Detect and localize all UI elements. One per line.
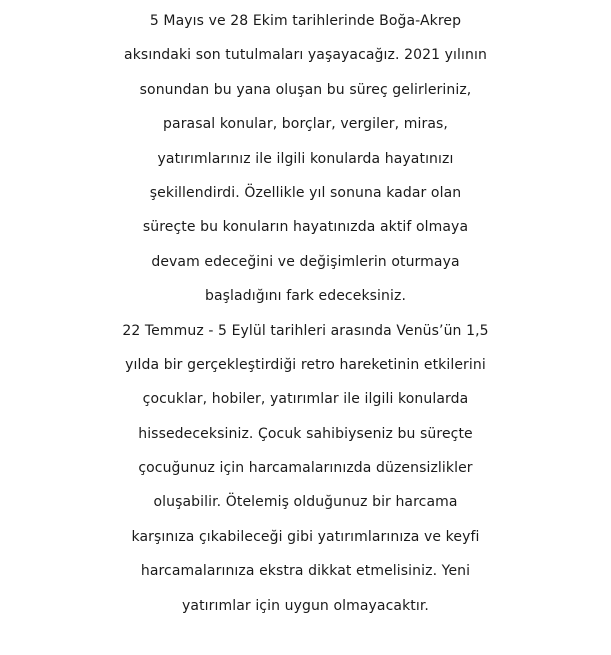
text-line: harcamalarınıza ekstra dikkat etmelisiniz. Yeni <box>140 563 471 580</box>
text-line: yılda bir gerçekleştirdiği retro hareketinin etkilerini <box>125 356 486 373</box>
text-line: yatırımlarınız ile ilgili konularda hayatınızı <box>157 150 454 167</box>
article-text <box>0 4 611 623</box>
text-line: başladığını fark edeceksiniz. <box>205 288 406 305</box>
text-line: yatırımlar için uygun olmayacaktır. <box>182 597 429 614</box>
text-line: 5 Mayıs ve 28 Ekim tarihlerinde Boğa-Akrep <box>149 13 462 29</box>
text-line: çocuklar, hobiler, yatırımlar ile ilgili konularda <box>142 391 469 408</box>
text-line: aksındaki son tutulmaları yaşayacağız. 2021 yılının <box>124 47 487 64</box>
text-line: parasal konular, borçlar, vergiler, miras, <box>163 116 448 133</box>
text-line: karşınıza çıkabileceği gibi yatırımlarınıza ve keyfi <box>131 528 480 545</box>
text-line: oluşabilir. Ötelemiş olduğunuz bir harcama <box>153 494 458 511</box>
text-line: devam edeceğini ve değişimlerin oturmaya <box>151 253 460 270</box>
text-line: hissedeceksiniz. Çocuk sahibiyseniz bu süreçte <box>138 425 473 442</box>
text-line: çocuğunuz için harcamalarınızda düzensizlikler <box>138 460 473 477</box>
text-line: şekillendirdi. Özellikle yıl sonuna kadar olan <box>149 184 462 201</box>
text-line: 22 Temmuz - 5 Eylül tarihleri arasında Venüs’ün 1,5 <box>122 322 489 339</box>
text-line: süreçte bu konuların hayatınızda aktif olmaya <box>142 219 469 236</box>
text-line: sonundan bu yana oluşan bu süreç gelirleriniz, <box>139 81 472 98</box>
